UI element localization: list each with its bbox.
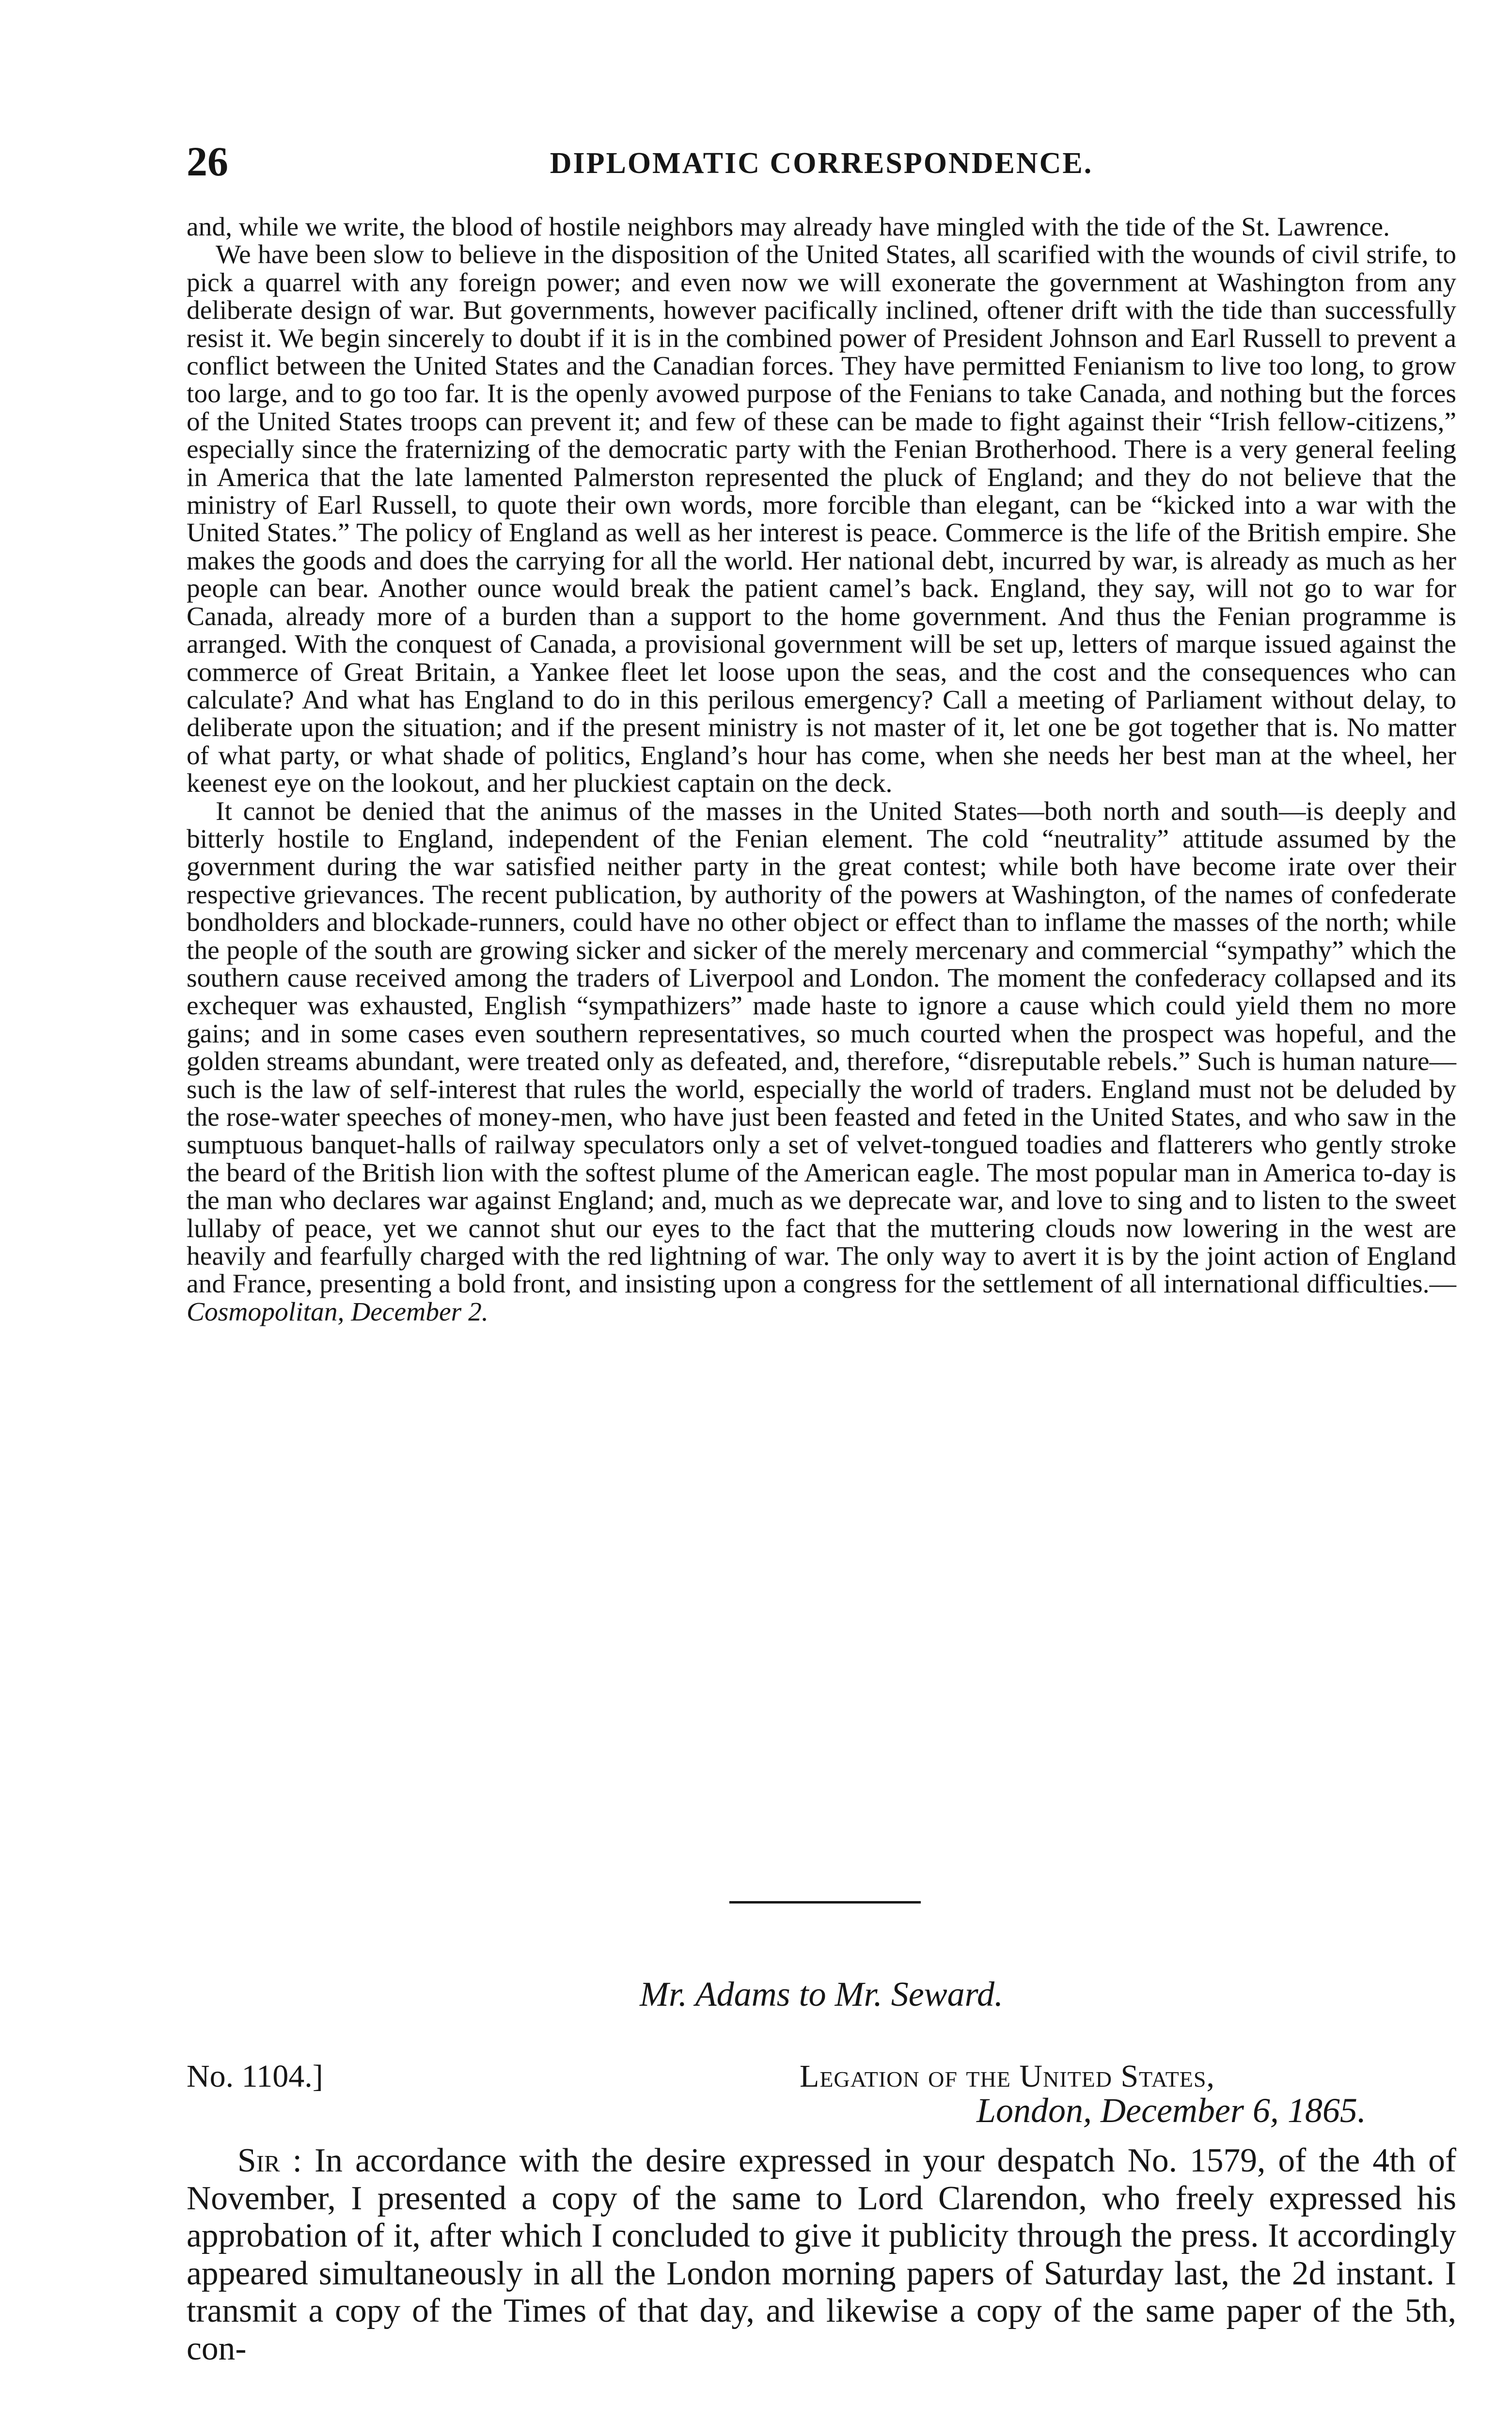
article-paragraph [187,798,1456,1326]
running-head: DIPLOMATIC CORRESPONDENCE. [550,147,1093,180]
article-paragraph-text: It cannot be denied that the animus of the masses in the United States—both north and south—is deeply and bitterly hostile to England, independent of the Fenian element. The cold “neutrality” attitude assumed by the government during the war satisfied neither party in the great contest; while both have become irate over their respective grievances. The recent publication, by authority of the powers at Washington, of the names of confederate bondholders and blockade-runners, could have no other object or effect than to inflame the masses of the north; while the people of the south are growing sicker and sicker of the merely mercenary and commercial “sympathy” which the southern cause received among the traders of Liverpool and London. The moment the confederacy collapsed and its exchequer was exhausted, English “sympathizers” made haste to ignore a cause which could yield them no more gains; and in some cases even southern representatives, so much courted when the prospect was hopeful, and the golden streams abundant, were treated only as defeated, and, therefore, “disreputable rebels.” Such is human nature—such is the law of self-interest that rules the world, especially the world of traders. England must not be deluded by the rose-water speeches of money-men, who have just been feasted and feted in the United States, and who saw in the sumptuous banquet-halls of railway speculators only a set of velvet-tongued toadies and flatterers who gently stroke the beard of the British lion with the softest plume of the American eagle. The most popular man in America to-day is the man who declares war against England; and, much as we deprecate war, and love to sing and to listen to the sweet lullaby of peace, yet we cannot shut our eyes to the fact that the muttering clouds now lowering in the west are heavily and fearfully charged with the red lightning of war. The only way to avert it is by the joint action of England and France, presenting a bold front, and insisting upon a congress for the settlement of all international difficulties.— [187,796,1456,1299]
article-paragraph: and, while we write, the blood of hostile neighbors may already have mingled with the tide of the St. Lawrence. [187,212,1390,242]
article-paragraph: We have been slow to believe in the disposition of the United States, all scarified with the wounds of civil strife, to pick a quarrel with any foreign power; and even now we will exonerate the government at Washington from any deliberate design of war. But governments, however pacifically inclined, oftener drift with the tide than successfully resist it. We begin sincerely to doubt if it is in the combined power of President Johnson and Earl Russell to prevent a conflict between the United States and the Canadian forces. They have permitted Fenianism to live too long, to grow too large, and to go too far. It is the openly avowed purpose of the Fenians to take Canada, and nothing but the forces of the United States troops can prevent it; and few of these can be made to fight against their “Irish fellow-citizens,” especially since the fraternizing of the democratic party with the Fenian Brotherhood. There is a very general feeling in America that the late lamented Palmerston represented the pluck of England; and they do not believe that the ministry of Earl Russell, to quote their own words, more forcible than elegant, can be “kicked into a war with the United States.” The policy of England as well as her interest is peace. Commerce is the life of the British empire. She makes the goods and does the carrying for all the world. Her national debt, incurred by war, is already as much as her people can bear. Another ounce would break the patient camel’s back. England, they say, will not go to war for Canada, already more of a burden than a support to the home government. And thus the Fenian programme is arranged. With the conquest of Canada, a provisional government will be set up, letters of marque issued against the commerce of Great Britain, a Yankee fleet let loose upon the seas, and the cost and the consequences who can calculate? And what has England to do in this perilous emergency? Call a meeting of Parliament without delay, to deliberate upon the situation; and if the present ministry is not master of it, let one be got together that is. No matter of what party, or what shade of politics, England’s hour has come, when she needs her best man at the wheel, her keenest eye on the lookout, and her pluckiest captain on the deck. [187,240,1456,799]
section-divider [729,1901,921,1904]
letter-body [187,2142,1456,2368]
page-header [187,135,1456,193]
letter-title: Mr. Adams to Mr. Seward. [639,1975,1004,2014]
letter-paragraph [187,2142,1456,2368]
dateline: London, December 6, 1865. [976,2091,1366,2130]
salutation: Sir : [237,2142,302,2179]
legation-heading: Legation of the United States, [800,2059,1215,2094]
dispatch-number: No. 1104.] [187,2059,323,2094]
letter-body-text: In accordance with the desire expressed in your despatch No. 1579, of the 4th of November, I presented a copy of the same to Lord Clarendon, who freely expressed his approbation of it, after which I concluded to give it publicity through the press. It accordingly appeared simultaneously in all the London morning papers of Saturday last, the 2d instant. I transmit a copy of the Times of that day, and likewise a copy of the same paper of the 5th, con- [187,2142,1457,2367]
article-source: Cosmopolitan, December 2. [187,1297,488,1327]
article-text [187,213,1456,1326]
page-number: 26 [187,138,228,185]
